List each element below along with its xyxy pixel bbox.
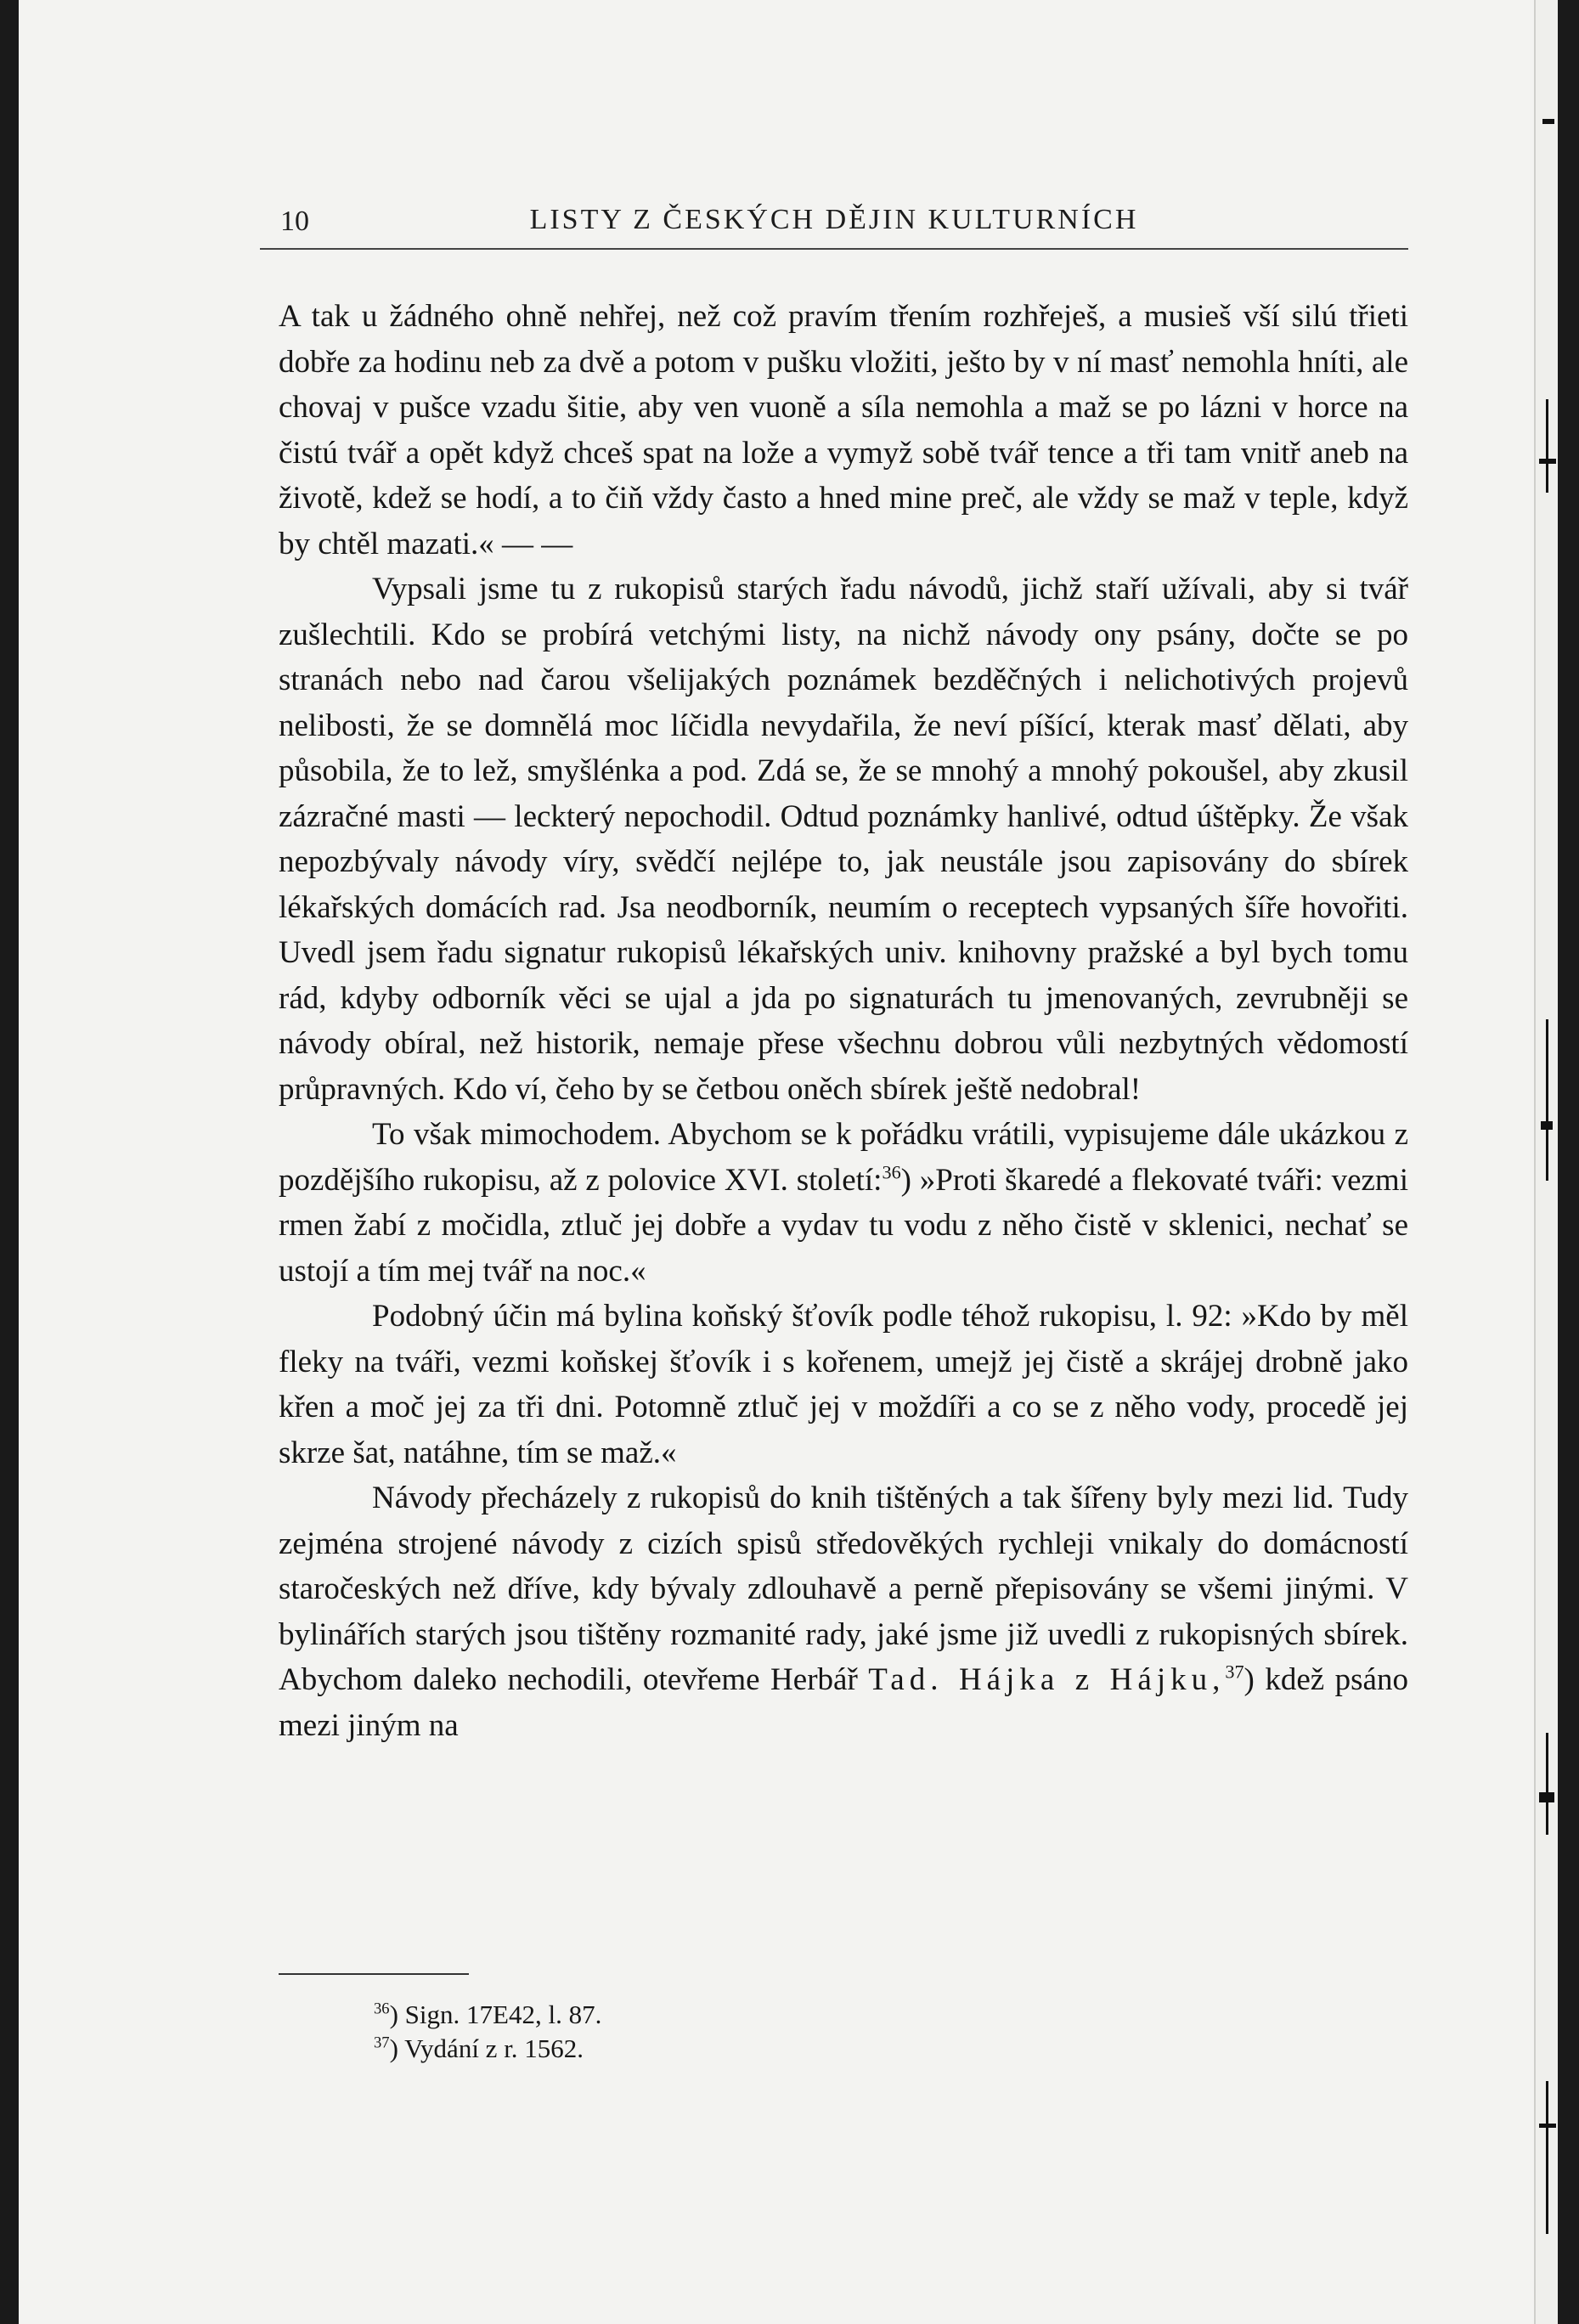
edge-mark	[1539, 2124, 1556, 2128]
edge-mark	[1539, 1792, 1554, 1802]
edge-mark	[1546, 2081, 1548, 2234]
page-header	[260, 200, 1408, 250]
paragraph-4: Podobný účin má bylina koňský šťovík podle téhož rukopisu, l. 92: »Kdo by měl fleky na tváři, vezmi koňskej šťovík i s kořenem, umejž jej čistě a skrájej drobně jako křen a moč jej za tři dni. Potomně ztluč jej v moždíři a co se z něho vody, procedě jej skrze šat, natáhne, tím se maž.«	[279, 1299, 1408, 1470]
footnote-number: 37	[374, 2034, 390, 2052]
book-page	[19, 0, 1558, 2324]
footnote-number: 36	[374, 2000, 390, 2018]
edge-mark	[1539, 459, 1556, 464]
footnote-ref-36: 36	[882, 1161, 901, 1183]
footnote-ref-37: 37	[1225, 1661, 1244, 1683]
edge-mark	[1546, 399, 1548, 493]
footnote-37	[374, 2032, 1138, 2066]
edge-mark	[1541, 1121, 1553, 1130]
footnote-36	[374, 1998, 1138, 2032]
main-text	[279, 294, 1408, 1748]
paragraph-5	[279, 1475, 1408, 1748]
edge-mark	[1542, 119, 1554, 124]
edge-mark	[1546, 1019, 1548, 1181]
paragraph-3	[279, 1112, 1408, 1294]
paragraph-1: A tak u žádného ohně nehřej, než což pravím třením rozhřeješ, a musieš vší silú třieti dobře za hodinu neb za dvě a potom v pušku vložiti, ješto by v ní masť nemohla hníti, ale chovaj v pušce vzadu šitie, aby ven vuoně a síla nemohla a maž se po lázni v horce na čistú tvář a opět když chceš spat na lože a vymyž sobě tvář tence a tři tam vnitř aneb na životě, kdež se hodí, a to čiň vždy často a hned mine preč, ale vždy se maž v teple, když by chtěl mazati.« — —	[279, 299, 1408, 561]
paragraph-5-text-b: ) kdež psáno mezi jiným na	[279, 1662, 1408, 1743]
footnote-text: ) Sign. 17E42, l. 87.	[389, 2000, 602, 2029]
footnote-divider	[279, 1973, 469, 1975]
page-edge	[1534, 0, 1558, 2324]
running-title: LISTY Z ČESKÝCH DĚJIN KULTURNÍCH	[529, 204, 1139, 235]
paragraph-3-text-b: ) »Proti škaredé a flekovaté tváři: vezmi rmen žabí z močidla, ztluč jej dobře a vydav tu vodu z něho čistě v sklenici, nechať se ustojí a tím mej tvář na noc.«	[279, 1162, 1408, 1289]
footnotes	[374, 1998, 1138, 2066]
footnote-text: ) Vydání z r. 1562.	[389, 2034, 584, 2063]
paragraph-3-text-a: To však mimochodem. Abychom se k pořádku vrátili, vypisujeme dále ukázkou z pozdějšího rukopisu, až z polovice XVI. století:	[279, 1117, 1408, 1198]
page-number: 10	[280, 206, 309, 237]
edge-mark	[1546, 1733, 1548, 1835]
author-name: Tad. Hájka z Hájku,	[868, 1662, 1226, 1697]
paragraph-2: Vypsali jsme tu z rukopisů starých řadu návodů, jichž staří užívali, aby si tvář zušlechtili. Kdo se probírá vetchými listy, na nichž návody ony psány, dočte se po stranách nebo nad čarou všelijakých poznámek bezděčných i nelichotivých projevů nelibosti, že se domnělá moc líčidla nevydařila, že neví píšící, kterak masť dělati, aby působila, že to lež, smyšlénka a pod. Zdá se, že se mnohý a mnohý pokoušel, aby zkusil zázračné masti — leckterý nepochodil. Odtud poznámky hanlivé, odtud úštěpky. Že však nepozbývaly návody víry, svědčí nejlépe to, jak neustále jsou zapisovány do sbírek lékařských domácích rad. Jsa neodborník, neumím o receptech vypsaných šíře hovořiti. Uvedl jsem řadu signatur rukopisů lékařských univ. knihovny pražské a byl bych tomu rád, kdyby odborník věci se ujal a jda po signaturách tu jmenovaných, zevrubněji se návody obíral, než historik, nemaje přese všechnu dobrou vůli nezbytných vědomostí průpravných. Kdo ví, čeho by se četbou oněch sbírek ještě nedobral!	[279, 572, 1408, 1107]
paragraph-5-text-a: Návody přecházely z rukopisů do knih tištěných a tak šířeny byly mezi lid. Tudy zejména strojené návody z cizích spisů středověkých rychleji vnikaly do domácností staročeských než dříve, kdy bývaly zdlouhavě a perně přepisovány se všemi jinými. V bylinářích starých jsou tištěny rozmanité rady, jaké jsme již uvedli z rukopisných sbírek. Abychom daleko nechodili, otevřeme Herbář	[279, 1481, 1408, 1697]
